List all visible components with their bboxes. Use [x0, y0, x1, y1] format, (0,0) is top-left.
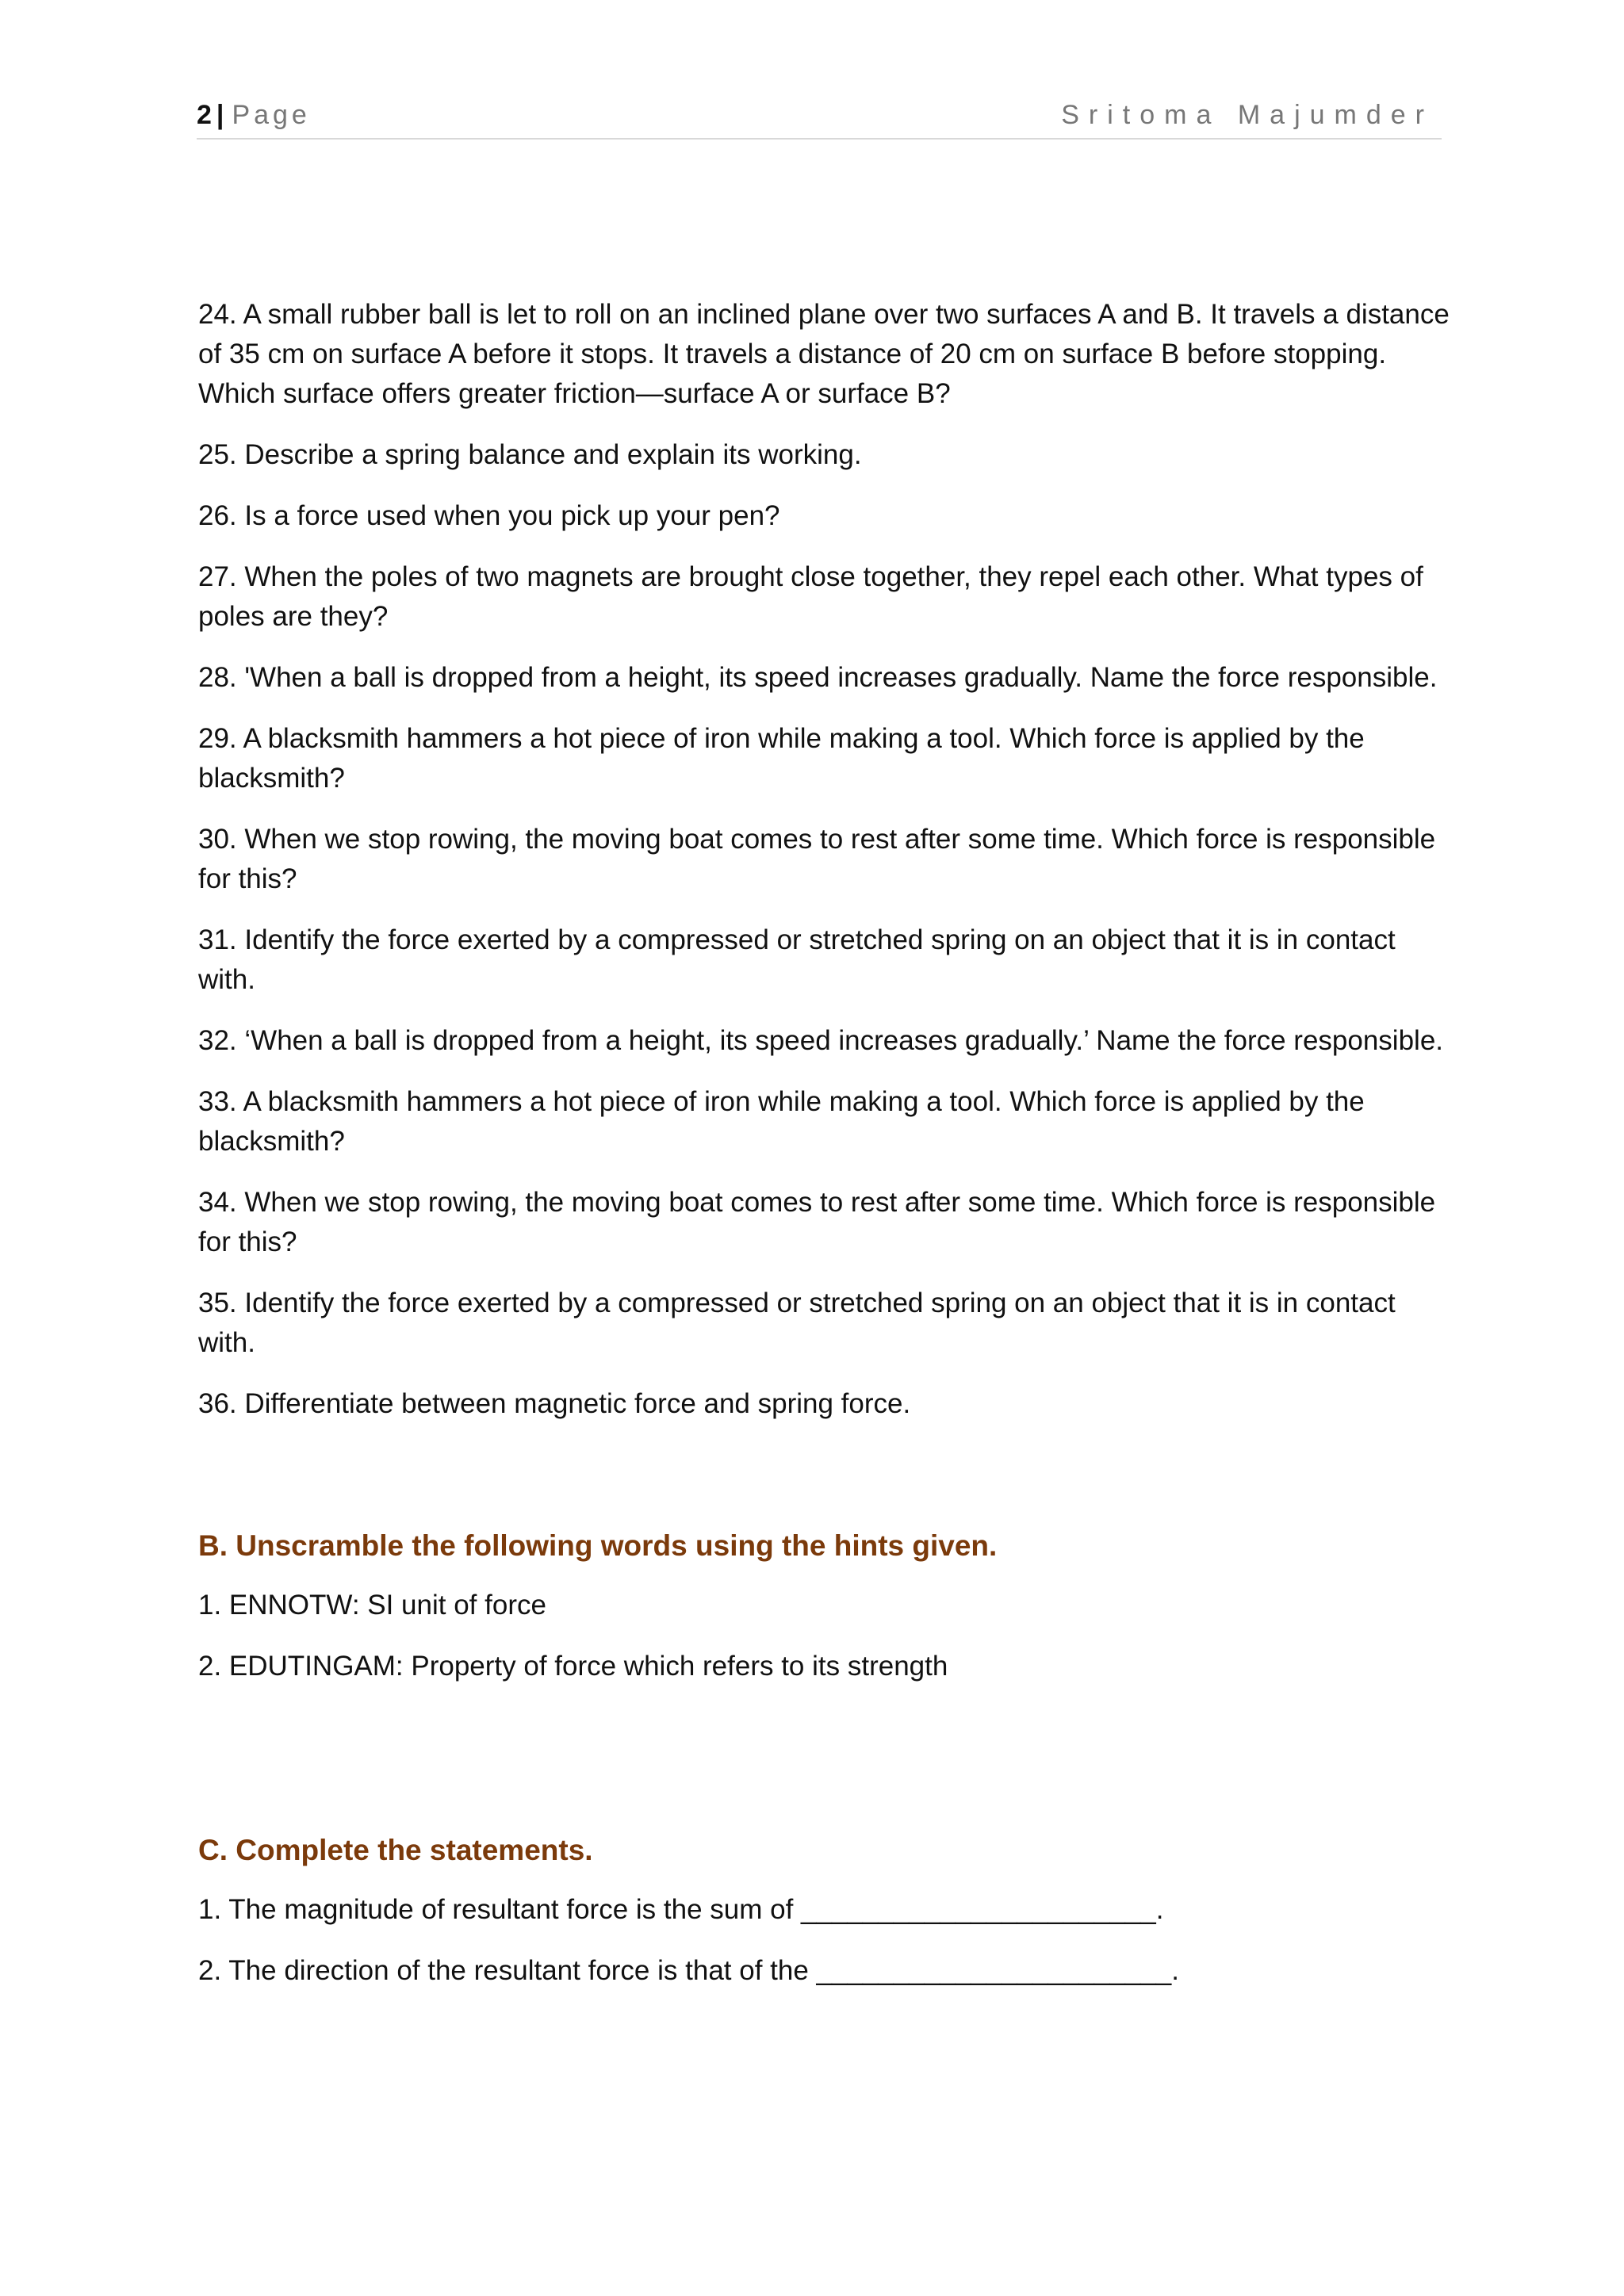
- question-30: 30. When we stop rowing, the moving boat comes to rest after some time. Which force is responsible for this?: [198, 824, 1436, 894]
- author-name: Sritoma Majumder: [1061, 100, 1434, 130]
- question-24: 24. A small rubber ball is let to roll on an inclined plane over two surfaces A and B. It travels a distance of 35 cm on surface A before it stops. It travels a distance of 20 cm on surface B before stopping. Which surface offers greater friction—surface A or surface B?: [198, 299, 1450, 409]
- section-b-heading: B. Unscramble the following words using the hints given.: [198, 1529, 998, 1562]
- complete-statement-2: 2. The direction of the resultant force is that of the _______________________.: [198, 1955, 1179, 1986]
- section-spacer: [198, 1708, 1451, 1831]
- question-25: 25. Describe a spring balance and explain its working.: [198, 439, 862, 470]
- question-31: 31. Identify the force exerted by a compressed or stretched spring on an object that it is in contact with.: [198, 924, 1396, 995]
- question-28: 28. 'When a ball is dropped from a height, its speed increases gradually. Name the force responsible.: [198, 662, 1438, 693]
- section-c-heading: C. Complete the statements.: [198, 1834, 593, 1866]
- unscramble-item-1: 1. ENNOTW: SI unit of force: [198, 1590, 546, 1621]
- page-number: 2: [197, 100, 212, 130]
- question-33: 33. A blacksmith hammers a hot piece of iron while making a tool. Which force is applied by the blacksmith?: [198, 1086, 1365, 1157]
- question-36: 36. Differentiate between magnetic force and spring force.: [198, 1388, 911, 1419]
- question-34: 34. When we stop rowing, the moving boat comes to rest after some time. Which force is responsible for this?: [198, 1187, 1436, 1257]
- page-number-label: [197, 100, 311, 131]
- question-29: 29. A blacksmith hammers a hot piece of iron while making a tool. Which force is applied by the blacksmith?: [198, 723, 1365, 794]
- question-32: 32. ‘When a ball is dropped from a height, its speed increases gradually.’ Name the force responsible.: [198, 1025, 1444, 1056]
- complete-statement-1: 1. The magnitude of resultant force is the sum of _______________________.: [198, 1894, 1164, 1925]
- question-26: 26. Is a force used when you pick up your pen?: [198, 500, 780, 531]
- question-35: 35. Identify the force exerted by a compressed or stretched spring on an object that it is in contact with.: [198, 1288, 1396, 1358]
- header-separator: |: [216, 100, 224, 130]
- page-header: [197, 94, 1442, 140]
- unscramble-item-2: 2. EDUTINGAM: Property of force which refers to its strength: [198, 1651, 948, 1682]
- page-content: [198, 295, 1451, 2012]
- page-word: Page: [232, 100, 311, 130]
- question-27: 27. When the poles of two magnets are brought close together, they repel each other. What types of poles are they?: [198, 561, 1423, 632]
- section-spacer: [198, 1445, 1451, 1526]
